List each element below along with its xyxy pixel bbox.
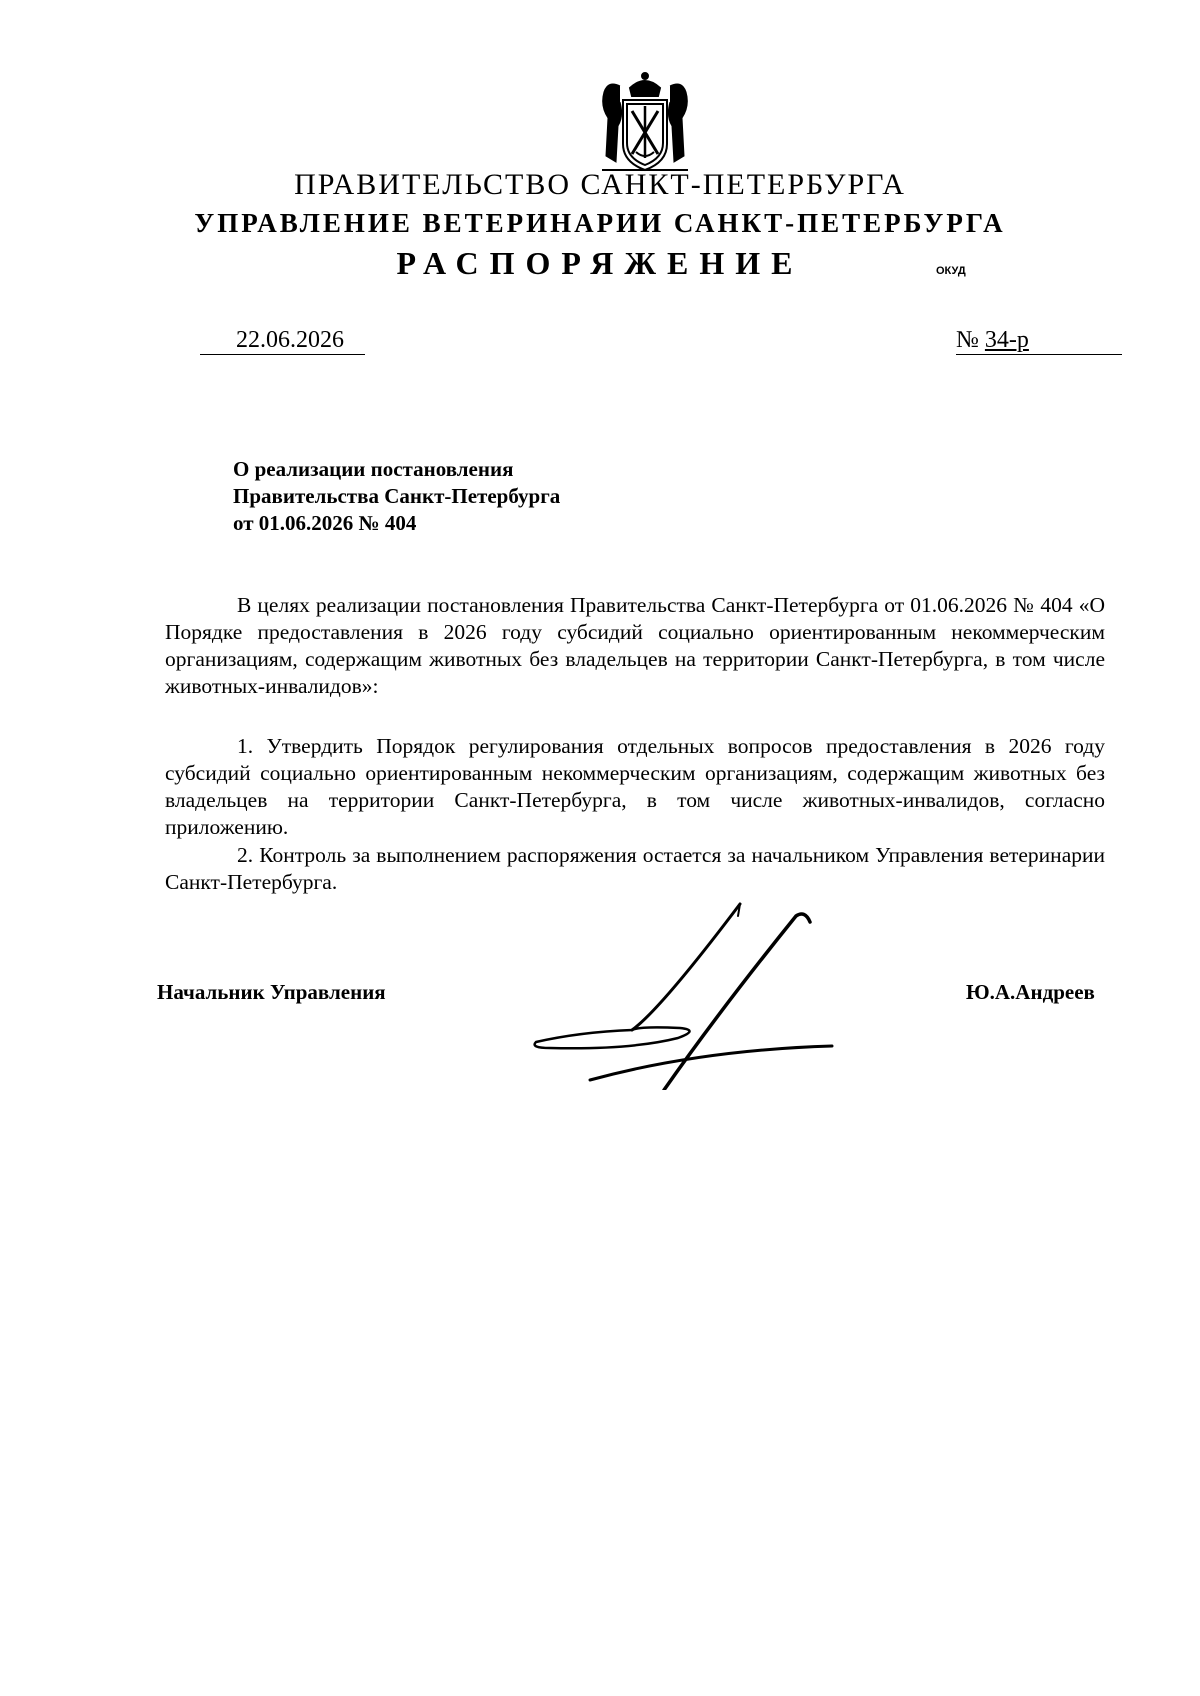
document-type-title: РАСПОРЯЖЕНИЕ xyxy=(396,245,804,281)
government-title: ПРАВИТЕЛЬСТВО САНКТ-ПЕТЕРБУРГА xyxy=(294,168,906,201)
okud-label: ОКУД xyxy=(936,265,966,277)
coat-of-arms-icon xyxy=(590,66,700,176)
preamble-paragraph: В целях реализации постановления Правительства Санкт-Петербурга от 01.06.2026 № 404 «О Порядке предоставления в 2026 году субсидий социально ориентированным некоммерческим организациям, содержащим животных без владельцев на территории Санкт-Петербурга, в том числе животных-инвалидов»: xyxy=(165,593,1105,698)
department-title: УПРАВЛЕНИЕ ВЕТЕРИНАРИИ САНКТ-ПЕТЕРБУРГА xyxy=(194,208,1006,238)
subject-line: Правительства Санкт-Петербурга xyxy=(233,484,561,508)
subject-line: от 01.06.2026 № 404 xyxy=(233,511,417,535)
item-2-paragraph: 2. Контроль за выполнением распоряжения остается за начальником Управления ветеринарии Санкт-Петербурга. xyxy=(165,843,1105,894)
subject-line: О реализации постановления xyxy=(233,457,514,481)
document-date: 22.06.2026 xyxy=(200,326,365,355)
document-number xyxy=(956,326,1122,355)
number-value: 34-р xyxy=(984,327,1029,353)
signatory-name: Ю.А.Андреев xyxy=(966,980,1095,1004)
signatory-position: Начальник Управления xyxy=(157,980,386,1004)
document-subject xyxy=(233,456,733,537)
handwritten-signature xyxy=(520,880,840,1090)
number-label: № xyxy=(956,327,979,353)
item-1-paragraph: 1. Утвердить Порядок регулирования отдельных вопросов предоставления в 2026 году субсидий социально ориентированным некоммерческим организациям, содержащим животных без владельцев на территории Санкт-Петербурга, в том числе животных-инвалидов, согласно приложению. xyxy=(165,734,1105,839)
